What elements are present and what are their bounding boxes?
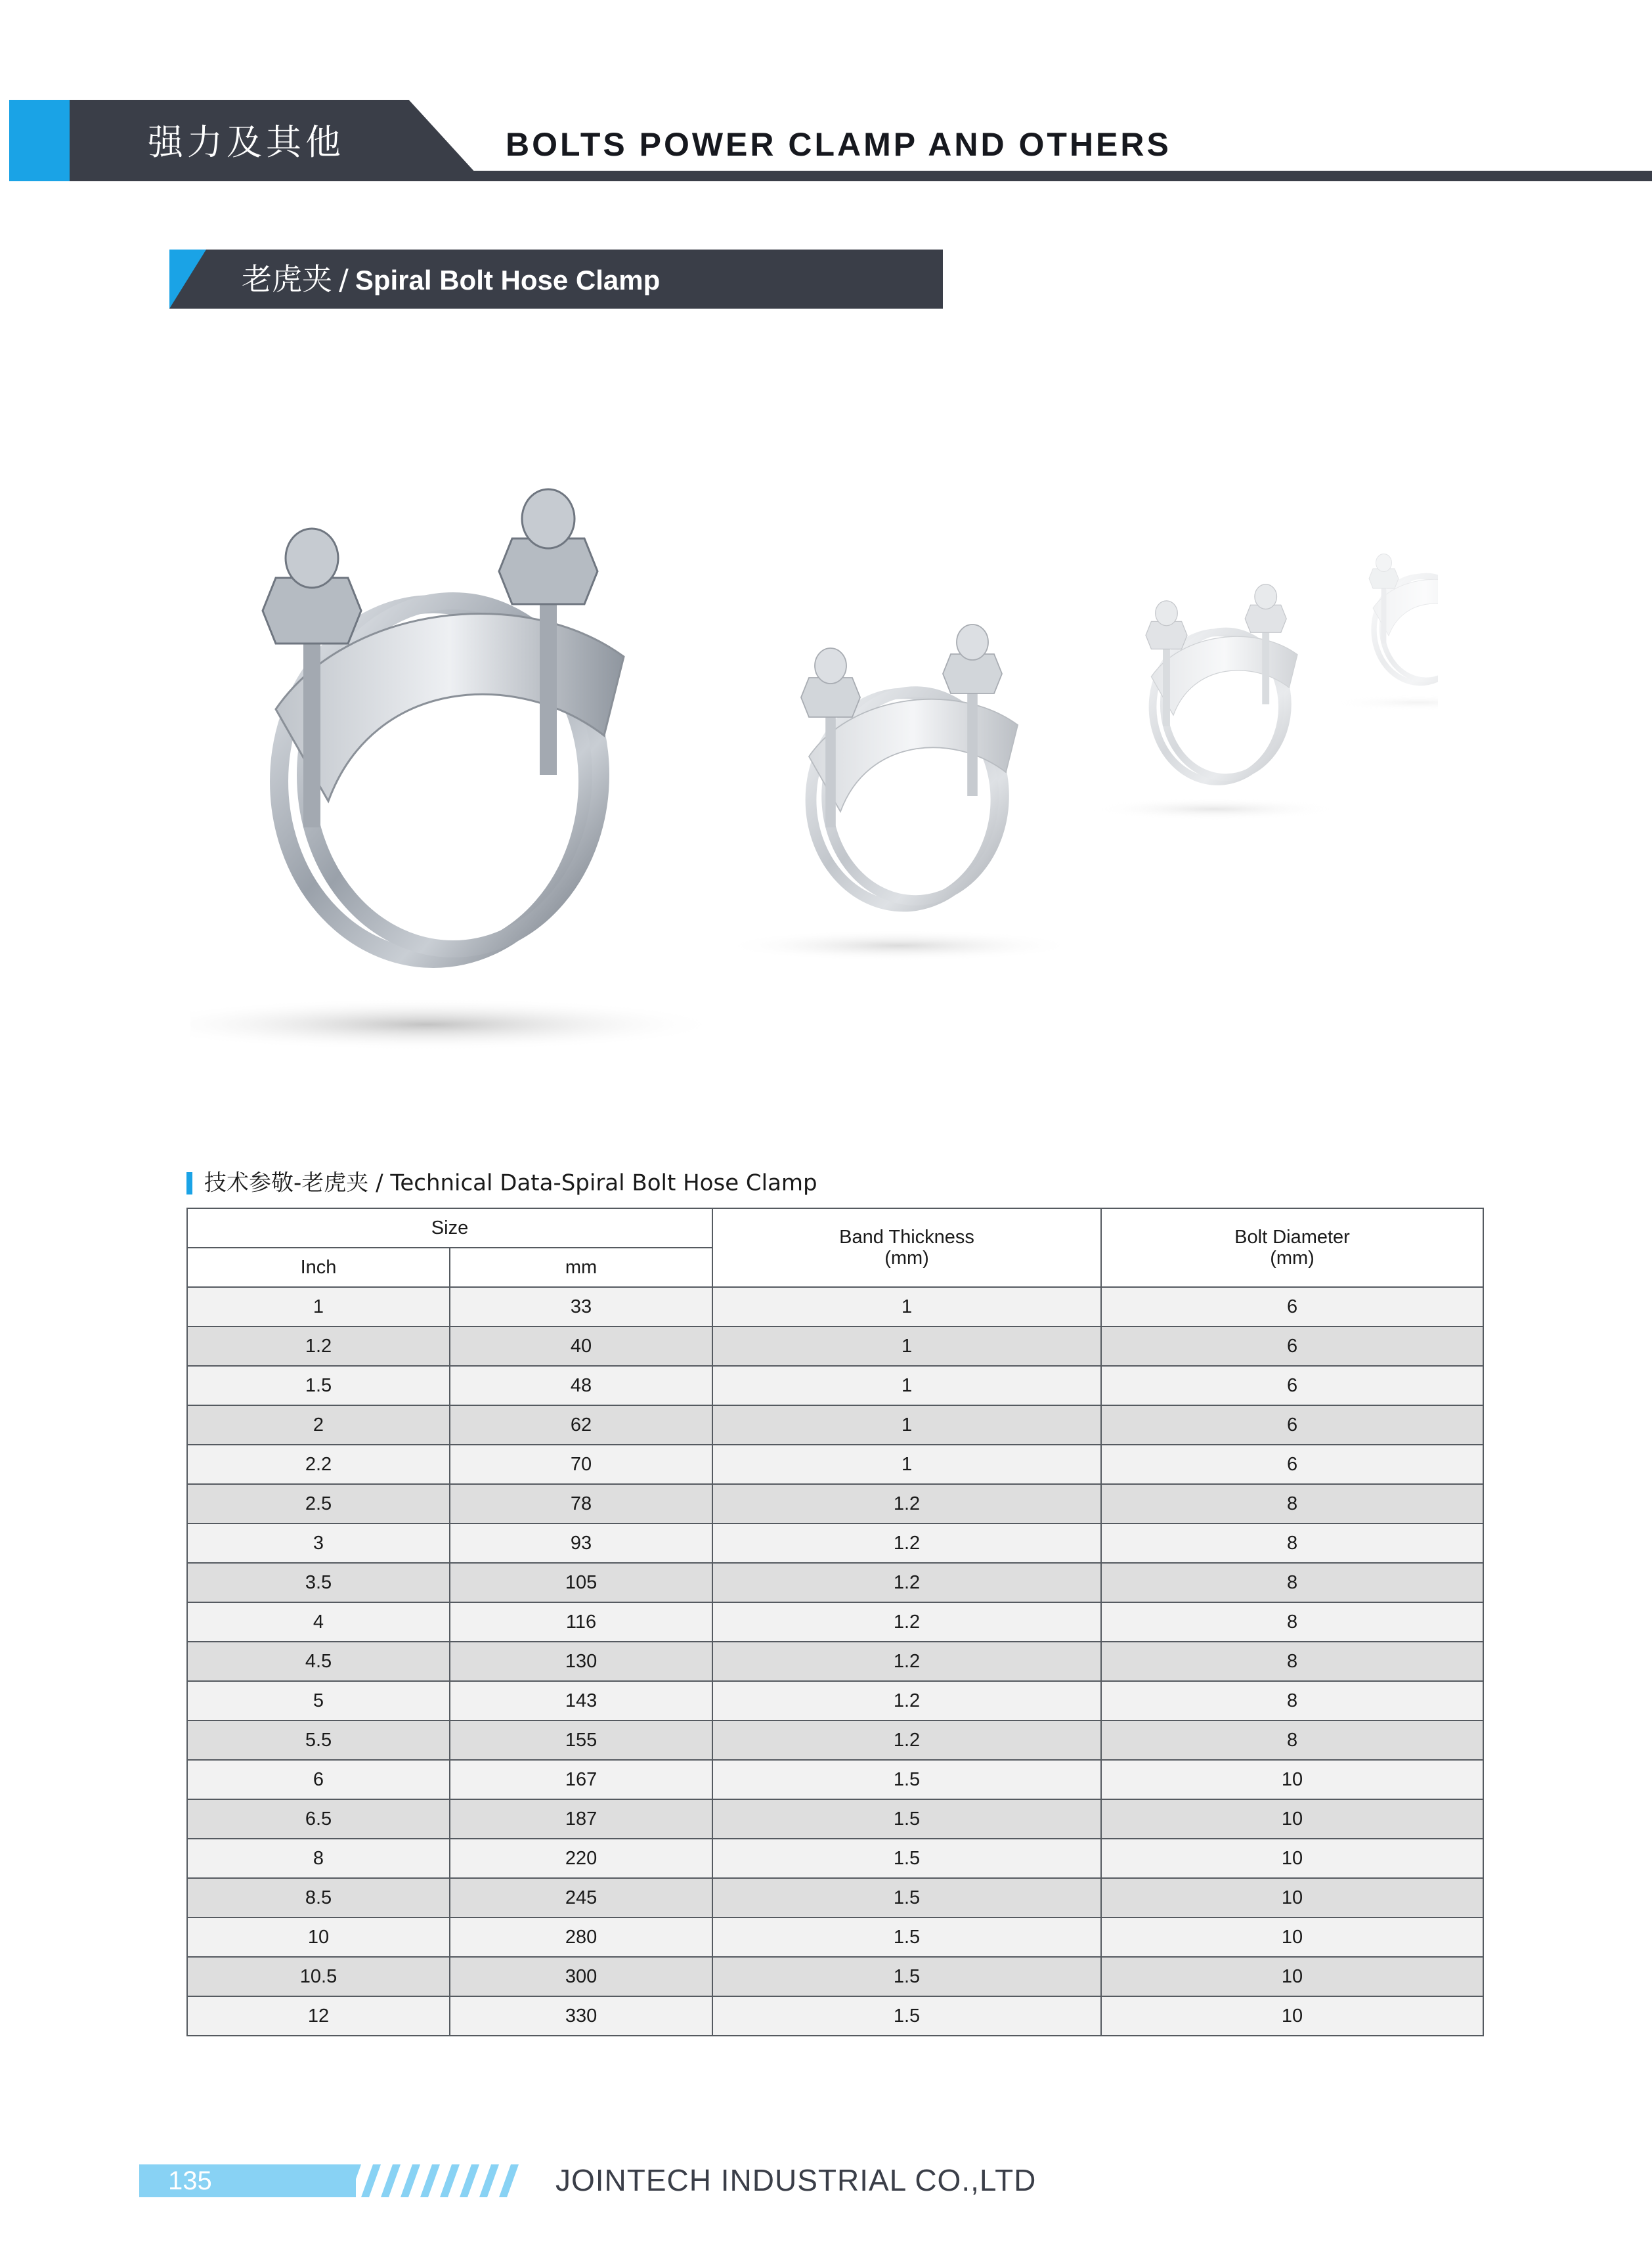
cell-bolt-diameter: 10 [1101, 1917, 1483, 1957]
header-inch: Inch [187, 1248, 450, 1287]
cell-band-thickness: 1 [712, 1405, 1101, 1445]
cell-bolt-diameter: 6 [1101, 1445, 1483, 1484]
cell-inch: 5.5 [187, 1720, 450, 1760]
cell-mm: 245 [450, 1878, 712, 1917]
table-caption-text: 技术参敬-老虎夹 / Technical Data-Spiral Bolt Hose Clamp [204, 1170, 817, 1196]
table-row [187, 1720, 1483, 1760]
company-name: JOINTECH INDUSTRIAL CO.,LTD [555, 2163, 1037, 2197]
cell-inch: 1.5 [187, 1366, 450, 1405]
cell-mm: 280 [450, 1917, 712, 1957]
cell-band-thickness: 1.2 [712, 1602, 1101, 1642]
cell-mm: 220 [450, 1839, 712, 1878]
cell-inch: 2.5 [187, 1484, 450, 1523]
header-size: Size [187, 1208, 712, 1248]
cell-bolt-diameter: 6 [1101, 1326, 1483, 1366]
cell-mm: 33 [450, 1287, 712, 1326]
cell-inch: 10.5 [187, 1957, 450, 1996]
spiral-bolt-hose-clamp-photo [190, 368, 1438, 1123]
cell-mm: 62 [450, 1405, 712, 1445]
cell-bolt-diameter: 8 [1101, 1642, 1483, 1681]
table-row [187, 1445, 1483, 1484]
cell-bolt-diameter: 10 [1101, 1799, 1483, 1839]
cell-bolt-diameter: 10 [1101, 1878, 1483, 1917]
header-band-thickness [712, 1208, 1101, 1287]
cell-band-thickness: 1 [712, 1366, 1101, 1405]
table-row [187, 1642, 1483, 1681]
subtitle-cn: 老虎夹 [242, 261, 332, 297]
cell-mm: 78 [450, 1484, 712, 1523]
table-row [187, 1799, 1483, 1839]
cell-band-thickness: 1 [712, 1326, 1101, 1366]
cell-inch: 8.5 [187, 1878, 450, 1917]
header-title-cn: 强力及其他 [148, 121, 345, 163]
cell-inch: 10 [187, 1917, 450, 1957]
cell-mm: 40 [450, 1326, 712, 1366]
caption-marker-icon [186, 1172, 192, 1194]
cell-inch: 6.5 [187, 1799, 450, 1839]
cell-bolt-diameter: 6 [1101, 1405, 1483, 1445]
cell-inch: 4.5 [187, 1642, 450, 1681]
cell-mm: 48 [450, 1366, 712, 1405]
table-row [187, 1917, 1483, 1957]
cell-mm: 105 [450, 1563, 712, 1602]
cell-band-thickness: 1.5 [712, 1917, 1101, 1957]
cell-inch: 1 [187, 1287, 450, 1326]
cell-mm: 300 [450, 1957, 712, 1996]
cell-band-thickness: 1 [712, 1445, 1101, 1484]
table-row [187, 1326, 1483, 1366]
header-band-thickness-unit: (mm) [884, 1248, 929, 1269]
cell-band-thickness: 1.2 [712, 1720, 1101, 1760]
table-row [187, 1878, 1483, 1917]
cell-inch: 12 [187, 1996, 450, 2036]
cell-band-thickness: 1.5 [712, 1878, 1101, 1917]
cell-mm: 167 [450, 1760, 712, 1799]
subtitle-en: Spiral Bolt Hose Clamp [355, 265, 661, 296]
table-row [187, 1563, 1483, 1602]
header-title-en: BOLTS POWER CLAMP AND OTHERS [506, 126, 1171, 163]
cell-bolt-diameter: 8 [1101, 1523, 1483, 1563]
cell-bolt-diameter: 8 [1101, 1681, 1483, 1720]
header-mm: mm [450, 1248, 712, 1287]
header-bolt-diameter-label: Bolt Diameter [1234, 1227, 1350, 1248]
cell-mm: 155 [450, 1720, 712, 1760]
cell-bolt-diameter: 8 [1101, 1602, 1483, 1642]
table-row [187, 1484, 1483, 1523]
cell-mm: 187 [450, 1799, 712, 1839]
cell-mm: 93 [450, 1523, 712, 1563]
cell-bolt-diameter: 8 [1101, 1563, 1483, 1602]
cell-mm: 143 [450, 1681, 712, 1720]
table-row [187, 1287, 1483, 1326]
header-rule [460, 171, 1652, 181]
cell-bolt-diameter: 6 [1101, 1287, 1483, 1326]
header-band-thickness-label: Band Thickness [839, 1227, 974, 1248]
cell-band-thickness: 1.5 [712, 1957, 1101, 1996]
technical-data-body [187, 1287, 1483, 2036]
cell-mm: 130 [450, 1642, 712, 1681]
cell-bolt-diameter: 10 [1101, 1839, 1483, 1878]
table-row [187, 1602, 1483, 1642]
table-row [187, 1366, 1483, 1405]
cell-bolt-diameter: 10 [1101, 1760, 1483, 1799]
table-row [187, 1523, 1483, 1563]
cell-band-thickness: 1.2 [712, 1563, 1101, 1602]
cell-bolt-diameter: 10 [1101, 1957, 1483, 1996]
cell-mm: 70 [450, 1445, 712, 1484]
cell-bolt-diameter: 6 [1101, 1366, 1483, 1405]
table-row [187, 1760, 1483, 1799]
cell-inch: 8 [187, 1839, 450, 1878]
cell-mm: 116 [450, 1602, 712, 1642]
page-number: 135 [168, 2166, 212, 2195]
header-accent-bar [9, 100, 70, 181]
header-bolt-diameter-unit: (mm) [1270, 1248, 1315, 1269]
cell-inch: 5 [187, 1681, 450, 1720]
cell-band-thickness: 1.2 [712, 1484, 1101, 1523]
cell-inch: 2.2 [187, 1445, 450, 1484]
footer-stripes-icon [341, 2164, 538, 2197]
cell-bolt-diameter: 8 [1101, 1720, 1483, 1760]
cell-inch: 3 [187, 1523, 450, 1563]
cell-bolt-diameter: 8 [1101, 1484, 1483, 1523]
subtitle-separator: / [339, 263, 349, 297]
cell-bolt-diameter: 10 [1101, 1996, 1483, 2036]
table-row [187, 1839, 1483, 1878]
table-row [187, 1996, 1483, 2036]
header-bolt-diameter [1101, 1208, 1483, 1287]
cell-band-thickness: 1.5 [712, 1799, 1101, 1839]
cell-inch: 1.2 [187, 1326, 450, 1366]
cell-band-thickness: 1.2 [712, 1681, 1101, 1720]
cell-inch: 2 [187, 1405, 450, 1445]
cell-band-thickness: 1.2 [712, 1523, 1101, 1563]
table-row [187, 1681, 1483, 1720]
cell-mm: 330 [450, 1996, 712, 2036]
cell-inch: 3.5 [187, 1563, 450, 1602]
cell-band-thickness: 1.5 [712, 1996, 1101, 2036]
table-row [187, 1405, 1483, 1445]
table-row [187, 1957, 1483, 1996]
table-caption [186, 1166, 817, 1199]
cell-band-thickness: 1.5 [712, 1760, 1101, 1799]
cell-inch: 4 [187, 1602, 450, 1642]
subtitle [242, 250, 660, 309]
cell-band-thickness: 1 [712, 1287, 1101, 1326]
technical-data-table [186, 1208, 1484, 2036]
cell-inch: 6 [187, 1760, 450, 1799]
cell-band-thickness: 1.5 [712, 1839, 1101, 1878]
cell-band-thickness: 1.2 [712, 1642, 1101, 1681]
